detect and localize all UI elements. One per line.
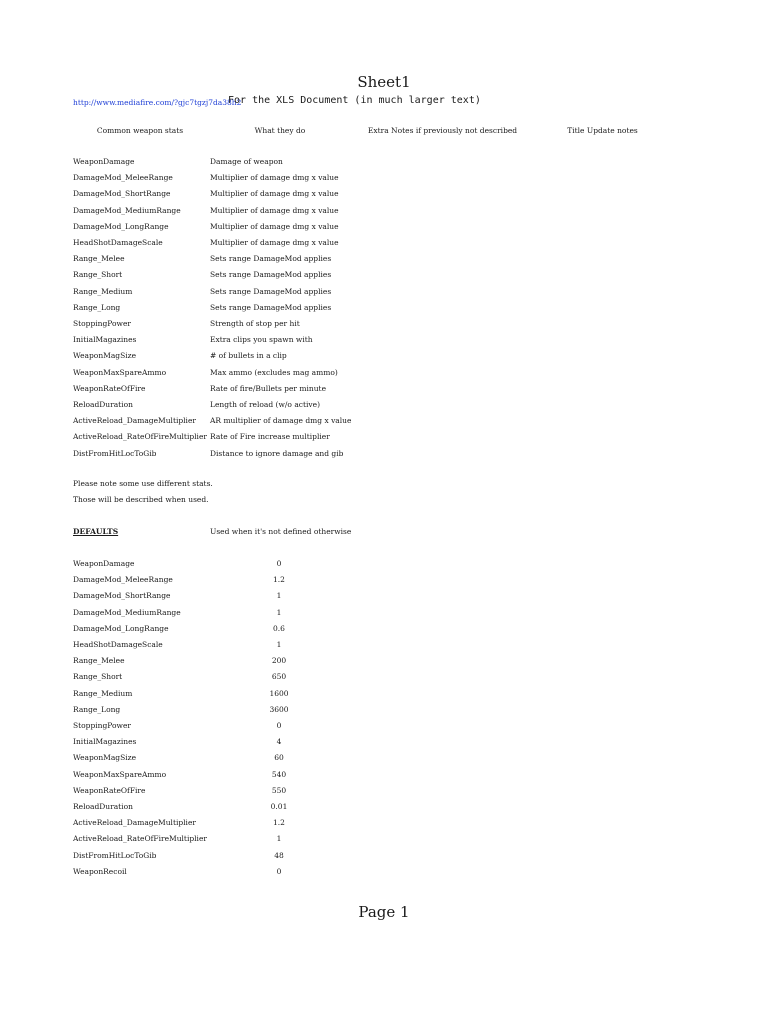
default-name: WeaponRecoil — [73, 866, 127, 876]
note-line-2: Those will be described when used. — [73, 495, 209, 504]
stat-description: Multiplier of damage dmg x value — [210, 173, 339, 183]
default-value: 1600 — [269, 688, 289, 698]
stat-name: ActiveReload_RateOfFireMultiplier — [73, 432, 207, 442]
default-name: DamageMod_MeleeRange — [73, 575, 173, 585]
stat-name: Range_Melee — [73, 254, 125, 264]
default-value: 0 — [276, 721, 282, 730]
default-name: WeaponDamage — [73, 559, 135, 568]
stat-name: InitialMagazines — [73, 335, 137, 345]
default-name: DamageMod_LongRange — [73, 623, 169, 633]
default-name: WeaponMaxSpareAmmo — [73, 769, 167, 779]
stat-description: Length of reload (w/o active) — [210, 400, 321, 409]
header-common-weapon-stats: Common weapon stats — [96, 126, 184, 135]
default-name: DistFromHitLocToGib — [73, 850, 157, 860]
sheet-title: Sheet1 — [357, 73, 411, 91]
default-name: Range_Short — [73, 672, 123, 682]
default-value: 1 — [276, 640, 282, 649]
default-value: 1.2 — [273, 575, 285, 585]
stat-description: Multiplier of damage dmg x value — [210, 238, 339, 247]
stat-name: DamageMod_MeleeRange — [73, 173, 173, 183]
stat-description: # of bullets in a clip — [210, 351, 287, 361]
default-name: DamageMod_ShortRange — [73, 591, 171, 601]
header-extra-notes: Extra Notes if previously not described — [367, 126, 518, 135]
default-value: 3600 — [269, 704, 289, 714]
stat-name: WeaponDamage — [73, 157, 135, 166]
stat-name: HeadShotDamageScale — [73, 238, 163, 247]
default-value: 0 — [276, 559, 282, 568]
stat-description: Sets range DamageMod applies — [210, 302, 332, 312]
link-note: For the XLS Document (in much larger text) — [228, 95, 481, 106]
default-value: 1 — [276, 834, 282, 844]
stat-description: Extra clips you spawn with — [210, 335, 313, 345]
stat-description: Multiplier of damage dmg x value — [210, 221, 339, 231]
stat-description: Multiplier of damage dmg x value — [210, 205, 339, 215]
default-value: 0.6 — [273, 623, 285, 633]
default-name: HeadShotDamageScale — [73, 640, 163, 649]
default-name: StoppingPower — [73, 721, 132, 730]
stat-description: Max ammo (excludes mag ammo) — [210, 367, 338, 377]
stat-description: Sets range DamageMod applies — [210, 286, 332, 296]
default-name: InitialMagazines — [73, 737, 137, 747]
defaults-note: Used when it's not defined otherwise — [210, 527, 352, 536]
default-value: 4 — [276, 737, 282, 747]
default-value: 1.2 — [273, 818, 285, 828]
stat-description: Rate of Fire increase multiplier — [210, 432, 330, 442]
default-value: 0 — [276, 866, 282, 876]
defaults-heading: DEFAULTS — [73, 527, 119, 536]
default-name: WeaponMagSize — [73, 753, 137, 763]
stat-name: DamageMod_MediumRange — [73, 205, 181, 215]
default-value: 60 — [274, 753, 284, 763]
stat-name: Range_Long — [73, 302, 121, 312]
stat-description: AR multiplier of damage dmg x value — [210, 416, 352, 426]
stat-name: ActiveReload_DamageMultiplier — [73, 416, 196, 426]
default-value: 650 — [271, 672, 287, 682]
default-name: WeaponRateOfFire — [73, 785, 146, 795]
stat-name: DamageMod_ShortRange — [73, 189, 171, 199]
default-value: 540 — [271, 769, 287, 779]
default-value: 550 — [271, 785, 287, 795]
stat-description: Strength of stop per hit — [210, 319, 300, 328]
default-name: Range_Melee — [73, 656, 125, 666]
default-name: DamageMod_MediumRange — [73, 607, 181, 617]
default-value: 1 — [276, 607, 282, 617]
stat-name: Range_Short — [73, 270, 123, 280]
stat-name: WeaponRateOfFire — [73, 383, 146, 393]
note-line-1: Please note some use different stats. — [73, 479, 213, 488]
default-name: Range_Medium — [73, 688, 133, 698]
default-name: ActiveReload_DamageMultiplier — [73, 818, 196, 828]
default-value: 200 — [271, 656, 287, 666]
header-what-they-do: What they do — [254, 126, 306, 135]
mediafire-link[interactable]: http://www.mediafire.com/?gjc7tgzj7da38h2 — [73, 98, 242, 107]
header-title-update-notes: Title Update notes — [567, 126, 638, 135]
stat-description: Sets range DamageMod applies — [210, 270, 332, 280]
stat-description: Sets range DamageMod applies — [210, 254, 332, 264]
stat-name: Range_Medium — [73, 286, 133, 296]
default-value: 48 — [274, 850, 284, 860]
stat-name: DamageMod_LongRange — [73, 221, 169, 231]
default-name: ActiveReload_RateOfFireMultiplier — [73, 834, 207, 844]
default-name: ReloadDuration — [73, 802, 133, 811]
stat-name: StoppingPower — [73, 319, 132, 328]
stat-description: Damage of weapon — [210, 157, 283, 166]
stat-name: ReloadDuration — [73, 400, 133, 409]
stat-description: Multiplier of damage dmg x value — [210, 189, 339, 199]
stat-name: WeaponMaxSpareAmmo — [73, 367, 167, 377]
stat-name: WeaponMagSize — [73, 351, 137, 361]
default-value: 1 — [276, 591, 282, 601]
page-footer: Page 1 — [358, 903, 410, 921]
stat-name: DistFromHitLocToGib — [73, 448, 157, 458]
default-value: 0.01 — [270, 802, 288, 811]
default-name: Range_Long — [73, 704, 121, 714]
stat-description: Rate of fire/Bullets per minute — [210, 383, 327, 393]
stat-description: Distance to ignore damage and gib — [210, 448, 344, 458]
